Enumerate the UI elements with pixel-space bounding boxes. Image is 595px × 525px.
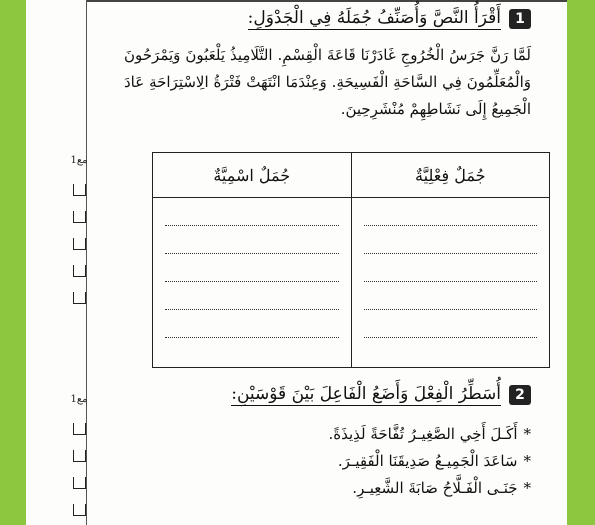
- answer-line[interactable]: [165, 198, 339, 226]
- nominal-sentences-column: [153, 153, 352, 367]
- score-box[interactable]: [73, 238, 86, 250]
- score-box[interactable]: [73, 450, 86, 462]
- list-item: [131, 420, 531, 447]
- score-box[interactable]: [73, 292, 86, 304]
- answer-line[interactable]: [364, 226, 538, 254]
- answer-line[interactable]: [165, 226, 339, 254]
- gutter-criteria-1: [68, 155, 90, 304]
- score-box[interactable]: [73, 211, 86, 223]
- criteria-label: مع1: [70, 394, 88, 405]
- exercise-1-header: [248, 8, 531, 30]
- verbal-sentences-column: [352, 153, 550, 367]
- exercise-2-instruction: أُسَطِّرُ الْفِعْلَ وَأَضَعُ الْفَاعِلَ بَيْنَ قَوْسَيْنِ:: [231, 384, 501, 404]
- bullet-icon: *: [523, 478, 531, 497]
- answer-line[interactable]: [364, 198, 538, 226]
- bullet-icon: *: [523, 424, 531, 443]
- answer-line[interactable]: [364, 254, 538, 282]
- exercise-2-header: [231, 384, 531, 406]
- column-header-verbal: جُمَلٌ فِعْلِيَّةٌ: [352, 153, 550, 198]
- gutter-criteria-2: [68, 394, 90, 516]
- exercise-number-badge: 1: [509, 9, 531, 29]
- score-box[interactable]: [73, 477, 86, 489]
- list-item: [131, 474, 531, 501]
- answer-line[interactable]: [165, 254, 339, 282]
- sentence-list: [131, 420, 531, 501]
- bullet-icon: *: [523, 451, 531, 470]
- score-box[interactable]: [73, 423, 86, 435]
- worksheet-page: [26, 0, 567, 525]
- column-header-nominal: جُمَلٌ اسْمِيَّةٌ: [153, 153, 351, 198]
- list-item: [131, 447, 531, 474]
- page-frame-top: [86, 0, 567, 2]
- answer-line[interactable]: [165, 310, 339, 338]
- answer-line[interactable]: [364, 282, 538, 310]
- sentence-text[interactable]: سَاعَدَ الْجَمِيـعُ صَدِيقَنَا الْفَقِيـرَ.: [337, 451, 518, 470]
- answer-line[interactable]: [364, 310, 538, 338]
- classification-table: [152, 152, 550, 368]
- exercise-1-instruction: أَقْرَأُ النَّصَّ وَأُصَنِّفُ جُمَلَهُ فِي الْجَدْوَلِ:: [247, 8, 501, 28]
- score-box[interactable]: [73, 265, 86, 277]
- criteria-label: مع1: [70, 155, 88, 166]
- score-box[interactable]: [73, 504, 86, 516]
- score-box[interactable]: [73, 184, 86, 196]
- sentence-text[interactable]: أَكَـلَ أَخِي الصَّغِيـرُ تُفَّاحَةً لَذِيذَةً.: [328, 424, 518, 443]
- reading-passage: لَمَّا رَنَّ جَرَسُ الْخُرُوجِ غَادَرْنَا قَاعَةَ الْقِسْمِ. التَّلَامِيذُ يَلْعَبُونَ وَيَمْرَحُونَ وَالْمُعَلِّمُونَ فِي السَّاحَةِ الْفَسِيحَةِ. وَعِنْدَمَا انْتَهَتْ فَتْرَةُ الِاسْتِرَاحَةِ عَادَ الْجَمِيعُ إِلَى نَشَاطِهِمْ مُنْشَرِحِينَ.: [124, 46, 531, 118]
- answer-line[interactable]: [165, 282, 339, 310]
- exercise-number-badge: 2: [509, 385, 531, 405]
- sentence-text[interactable]: جَنَـى الْفَـلَّاحُ صَابَةَ الشَّعِيـرِ.: [352, 478, 518, 497]
